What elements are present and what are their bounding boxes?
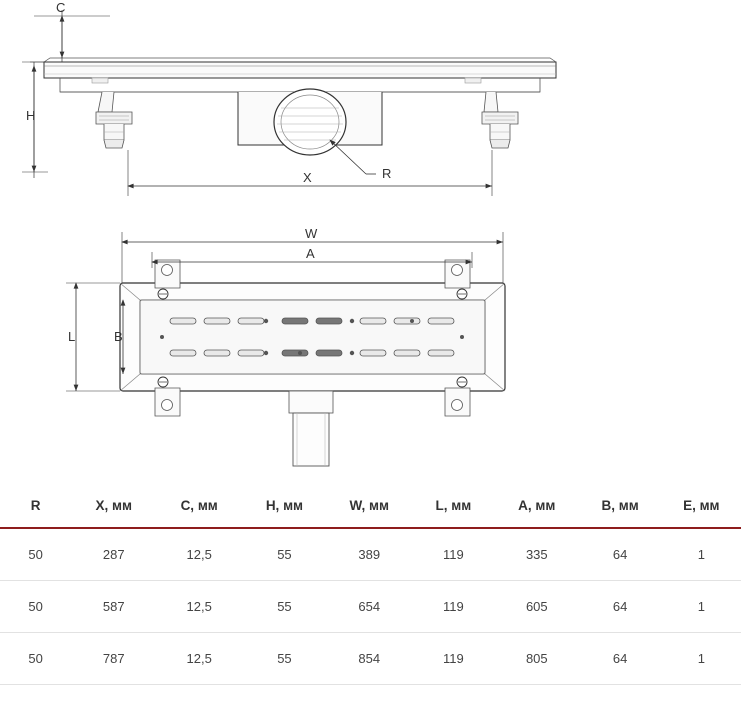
column-header-e: E, мм [662, 484, 741, 528]
cell-h: 55 [242, 528, 327, 581]
cell-b: 64 [579, 633, 662, 685]
table-header [0, 484, 741, 528]
table-row [0, 581, 741, 633]
cell-w: 389 [327, 528, 412, 581]
cell-b: 64 [579, 528, 662, 581]
label-h: H [26, 108, 36, 123]
table-header-row [0, 484, 741, 528]
column-header-c: C, мм [156, 484, 242, 528]
column-header-a: A, мм [495, 484, 579, 528]
label-b: B [114, 329, 123, 344]
cell-x: 287 [71, 528, 156, 581]
table-body [0, 528, 741, 685]
cell-r: 50 [0, 581, 71, 633]
cell-c: 12,5 [156, 633, 242, 685]
cell-w: 654 [327, 581, 412, 633]
cell-h: 55 [242, 633, 327, 685]
column-header-r: R [0, 484, 71, 528]
column-header-l: L, мм [412, 484, 495, 528]
cell-r: 50 [0, 528, 71, 581]
cell-l: 119 [412, 581, 495, 633]
cell-x: 787 [71, 633, 156, 685]
label-a: A [306, 246, 315, 261]
cell-a: 335 [495, 528, 579, 581]
column-header-h: H, мм [242, 484, 327, 528]
cell-l: 119 [412, 633, 495, 685]
specification-table-container [0, 484, 741, 685]
top-view-group [66, 226, 505, 466]
cell-w: 854 [327, 633, 412, 685]
cell-e: 1 [662, 581, 741, 633]
label-r: R [382, 166, 392, 181]
cell-b: 64 [579, 581, 662, 633]
table-row [0, 528, 741, 581]
cell-e: 1 [662, 633, 741, 685]
side-view-group [22, 0, 556, 196]
column-header-x: X, мм [71, 484, 156, 528]
cell-x: 587 [71, 581, 156, 633]
column-header-w: W, мм [327, 484, 412, 528]
cell-a: 605 [495, 581, 579, 633]
cell-c: 12,5 [156, 528, 242, 581]
column-header-b: B, мм [579, 484, 662, 528]
label-w: W [305, 226, 318, 241]
label-c: C [56, 0, 66, 15]
cell-e: 1 [662, 528, 741, 581]
specification-table [0, 484, 741, 685]
table-row [0, 633, 741, 685]
label-l: L [68, 329, 76, 344]
cell-r: 50 [0, 633, 71, 685]
cell-h: 55 [242, 581, 327, 633]
cell-a: 805 [495, 633, 579, 685]
label-x: X [303, 170, 312, 185]
cell-l: 119 [412, 528, 495, 581]
cell-c: 12,5 [156, 581, 242, 633]
